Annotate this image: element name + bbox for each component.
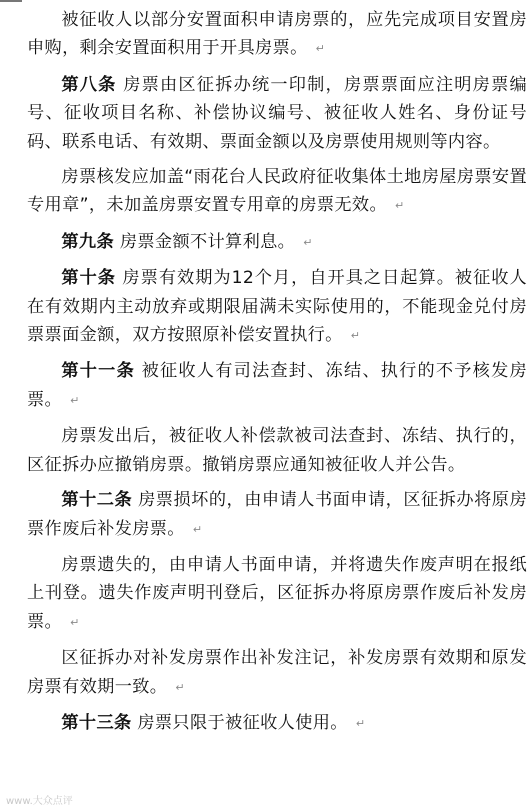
return-mark-icon: ↵ bbox=[70, 393, 80, 407]
article-11-text: 被征收人有司法查封、冻结、执行的不予核发房票。 bbox=[27, 361, 528, 410]
article-12-heading: 第十二条 bbox=[61, 490, 133, 511]
corner-mark bbox=[0, 0, 22, 2]
return-mark-icon: ↵ bbox=[355, 716, 366, 730]
article-9-text: 房票金额不计算利息。 bbox=[114, 231, 296, 252]
paragraph-reissue-text: 区征拆办对补发房票作出补发注记，补发房票有效期和原发房票有效期一致。 bbox=[27, 648, 527, 697]
article-9-heading: 第九条 bbox=[61, 231, 115, 252]
article-10-text: 房票有效期为12个月，自开具之日起算。被征收人在有效期内主动放弃或期限届满未实际使用的，不能现金兑付房票票面金额，双方按照原补偿安置执行。 bbox=[27, 268, 527, 346]
article-12 bbox=[27, 486, 527, 544]
article-13 bbox=[27, 709, 527, 738]
paragraph-seal bbox=[27, 163, 527, 221]
article-10-heading: 第十条 bbox=[61, 268, 116, 289]
return-mark-icon: ↵ bbox=[192, 522, 203, 536]
return-mark-icon: ↵ bbox=[303, 235, 313, 249]
article-13-heading: 第十三条 bbox=[61, 712, 132, 733]
return-mark-icon: ↵ bbox=[350, 329, 360, 343]
return-mark-icon: ↵ bbox=[175, 680, 185, 694]
article-9 bbox=[27, 228, 527, 257]
article-11 bbox=[27, 357, 527, 415]
article-12-text: 房票损坏的，由申请人书面申请，区征拆办将原房票作废后补发房票。 bbox=[27, 490, 528, 539]
article-10 bbox=[27, 264, 527, 350]
paragraph-1-text: 被征收人以部分安置面积申请房票的，应先完成项目安置房申购，剩余安置面积用于开具房票。 bbox=[27, 10, 527, 59]
document-body bbox=[27, 6, 527, 738]
paragraph-seal-text: 房票核发应加盖“雨花台人民政府征收集体土地房屋房票安置专用章”，未加盖房票安置专用章的房票无效。 bbox=[27, 167, 527, 216]
paragraph-reissue bbox=[27, 644, 527, 702]
paragraph-lost bbox=[27, 551, 527, 637]
return-mark-icon: ↵ bbox=[395, 199, 405, 213]
article-8-text: 房票由区征拆办统一印制，房票票面应注明房票编号、征收项目名称、补偿协议编号、被征收人姓名、身份证号码、联系电话、有效期、票面金额以及房票使用规则等内容。 bbox=[27, 74, 528, 152]
watermark: www.大众点评 bbox=[6, 796, 73, 807]
article-11-heading: 第十一条 bbox=[61, 361, 135, 382]
article-13-text: 房票只限于被征收人使用。 bbox=[131, 712, 348, 733]
return-mark-icon: ↵ bbox=[70, 615, 80, 629]
paragraph-lost-text: 房票遗失的，由申请人书面申请，并将遗失作废声明在报纸上刊登。遗失作废声明刊登后，区征拆办将原房票作废后补发房票。 bbox=[27, 554, 527, 632]
paragraph-revoke-text: 房票发出后，被征收人补偿款被司法查封、冻结、执行的，区征拆办应撤销房票。撤销房票应通知被征收人并公告。 bbox=[27, 426, 527, 475]
paragraph-revoke bbox=[27, 422, 527, 479]
return-mark-icon: ↵ bbox=[315, 42, 325, 56]
article-8-heading: 第八条 bbox=[61, 74, 117, 95]
article-8 bbox=[27, 71, 527, 156]
paragraph-1 bbox=[27, 6, 527, 64]
